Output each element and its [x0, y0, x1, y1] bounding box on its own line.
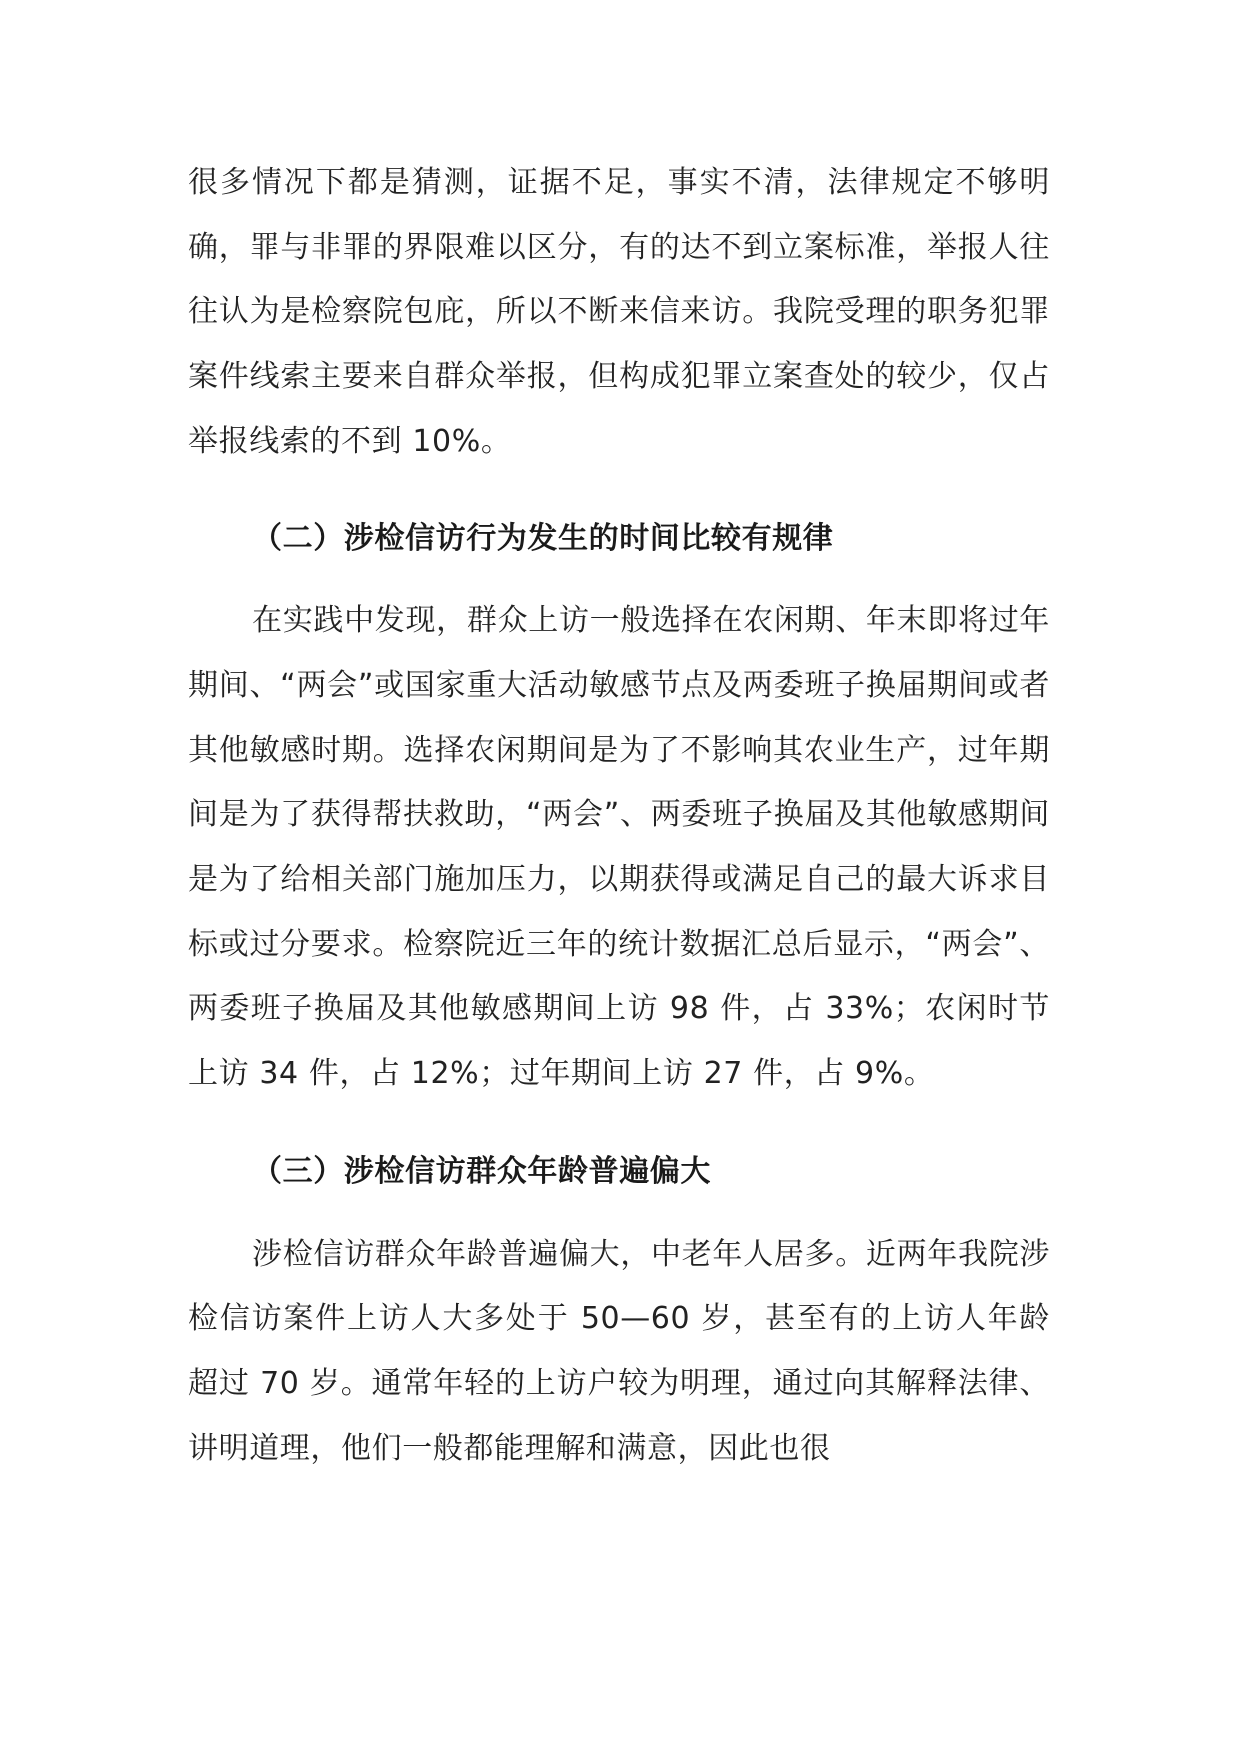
document-body	[188, 151, 1050, 1481]
section-heading-three: （三）涉检信访群众年龄普遍偏大	[252, 1153, 711, 1189]
spacer	[188, 475, 1050, 507]
spacer	[188, 1107, 1050, 1140]
paragraph-continuation: 很多情况下都是猜测，证据不足，事实不清，法律规定不够明确，罪与非罪的界限难以区分，有的达不到立案标准，举报人往往认为是检察院包庇，所以不断来信来访。我院受理的职务犯罪案件线索主要来自群众举报，但构成犯罪立案查处的较少，仅占举报线索的不到 10%。	[188, 165, 1050, 459]
spacer	[188, 1205, 1050, 1223]
section-heading-two: （二）涉检信访行为发生的时间比较有规律	[252, 520, 834, 556]
paragraph-timing: 在实践中发现，群众上访一般选择在农闲期、年末即将过年期间、“两会”或国家重大活动敏感节点及两委班子换届期间或者其他敏感时期。选择农闲期间是为了不影响其农业生产，过年期间是为了获得帮扶救助，“两会”、两委班子换届及其他敏感期间是为了给相关部门施加压力，以期获得或满足自己的最大诉求目标或过分要求。检察院近三年的统计数据汇总后显示，“两会”、两委班子换届及其他敏感期间上访 98 件，占 33%；农闲时节上访 34 件，占 12%；过年期间上访 27 件，占 9%。	[188, 603, 1050, 1092]
spacer	[188, 571, 1050, 589]
paragraph-age: 涉检信访群众年龄普遍偏大，中老年人居多。近两年我院涉检信访案件上访人大多处于 50—60 岁，甚至有的上访人年龄超过 70 岁。通常年轻的上访户较为明理，通过向其解释法律、讲明道理，他们一般都能理解和满意，因此也很	[188, 1236, 1050, 1466]
